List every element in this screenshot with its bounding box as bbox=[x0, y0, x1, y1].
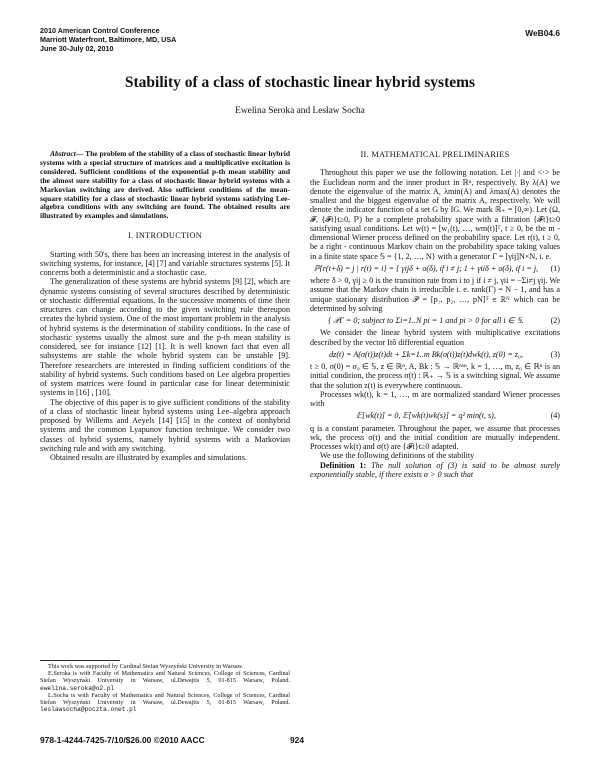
intro-paragraph: Obtained results are illustrated by examples and simulations. bbox=[50, 453, 247, 462]
equation-2-number: (2) bbox=[550, 316, 560, 325]
markov-paragraph: where δ > 0, γij ≥ 0 is the transition rate from i to j if i ≠ j, γii = −Σi≠j γij. We assume that the Markov chain is irreducible i. e. rank(Γ) = N − 1, and has a unique stationary distribution 𝒫 = [p₁, p₂, …, pN]ᵀ ∈ ℝᴺ which can be determined by solving bbox=[310, 276, 560, 313]
intro-paragraph: Starting with 50's, there has been an increasing interest in the analysis of switching systems, for instance, [4] [7] and variable structures systems [5]. It concerns both a deterministic and a stochastic case. bbox=[40, 249, 290, 277]
system-paragraph: We consider the linear hybrid system with multiplicative excitations described by the vector Itô differential equation bbox=[310, 328, 560, 347]
conference-name: 2010 American Control Conference bbox=[40, 26, 160, 35]
socha-email: leslawsocha@poczta.onet.pl bbox=[40, 706, 137, 714]
isbn-footer: 978-1-4244-7425-7/10/$26.00 ©2010 AACC bbox=[40, 735, 205, 745]
assumption-paragraph: t ≥ 0, σ(0) = σ₀ ∈ 𝕊, z ∈ ℝⁿ, A, Bk : 𝕊 → ℝⁿˣⁿ, k = 1, …, m, z₀ ∈ ℝⁿ is an initial condition, the process σ(t) : ℝ₊ → 𝕊 is a switching signal. We assume that the solution z(t) is everywhere continuous. bbox=[310, 362, 560, 390]
footnote-rule bbox=[40, 660, 120, 661]
session-code: WeB04.6 bbox=[525, 28, 560, 38]
independence-paragraph: q is a constant parameter. Throughout the paper, we assume that processes wk, the process σ(t) and the initial condition are mutually independent. Processes wk(t) and σ(t) are {𝓕t}t≥0 adapted. bbox=[310, 423, 560, 451]
intro-paragraph: The objective of this paper is to give sufficient conditions of the stability of a class of stochastic linear hybrid systems using Lee–algebra approach proposed by Willems and Aeyels [14] [15] in the context of nonhybrid systems and the common Lyapunov function technique. We consider two classes of hybrid systems, namely hybrid systems with a Markovian switching rule and with any switching. bbox=[40, 397, 290, 453]
section-heading-preliminaries: II. MATHEMATICAL PRELIMINARIES bbox=[360, 150, 510, 159]
footnote-socha-affiliation: L.Socha is with Faculty of Mathematics and Natural Sciences, College of Sciences, Cardinal Stefan Wyszyński University in Warsaw, ul.Dewajtis 5, 01-815 Warsaw, Poland. bbox=[40, 691, 290, 707]
section-heading-introduction: I. INTRODUCTION bbox=[127, 231, 203, 241]
equation-2-body: { 𝒫Γ = 0; subject to Σi=1..N pi = 1 and pi > 0 for all i ∈ 𝕊. bbox=[328, 316, 524, 325]
footnote-seroka bbox=[40, 670, 290, 692]
equation-3-number: (3) bbox=[550, 349, 560, 359]
equation-1-body: ℙ{r(t+δ) = j | r(t) = i} = { γijδ + o(δ), if i ≠ j; 1 + γiiδ + o(δ), if i = j, bbox=[313, 263, 539, 273]
equation-1-number: (1) bbox=[550, 263, 560, 273]
paper-title: Stability of a class of stochastic linear hybrid systems bbox=[124, 74, 476, 91]
footnote-support: This work was supported by Cardinal Stefan Wyszyński University in Warsaw. bbox=[48, 663, 244, 670]
conference-header bbox=[40, 26, 176, 54]
abstract-label: Abstract bbox=[50, 149, 76, 158]
footnotes bbox=[40, 663, 290, 713]
conference-venue: Marriott Waterfront, Baltimore, MD, USA bbox=[40, 35, 177, 45]
paper-authors: Ewelina Seroka and Lesław Socha bbox=[235, 106, 365, 116]
right-column bbox=[310, 150, 560, 479]
page-number: 924 bbox=[290, 735, 304, 745]
left-column bbox=[40, 150, 290, 462]
definition-1 bbox=[310, 461, 560, 480]
footnote-socha bbox=[40, 692, 290, 714]
intro-paragraph: The generalization of these systems are hybrid systems [9] [2], which are dynamic systems consisting of several structures described by deterministic or stochastic differential equations. In the successive moments of time their structures can change according to the given switching rule thereupon creates the hybrid system. One of the most important problem in the analysis of hybrid systems is the determination of stability conditions. In the case of stochastic systems usually the almost sure and the p-th mean stability is considered, see for instance [12] [1]. It is well known fact that even all subsystems are stable the whole hybrid system can be unstable [9]. Therefore researchers are interested in finding sufficient conditions of the stability of hybrid systems. Such conditions based on Lee algebra properties of system matrices were found in particular case for linear deterministic systems in [16] , [10]. bbox=[40, 277, 290, 398]
definition-1-text: The null solution of (3) is said to be almost surely exponentially stable, if there exists α > 0 such that bbox=[310, 460, 560, 479]
seroka-email: ewelina.seroka@o2.pl bbox=[40, 684, 115, 692]
definitions-intro: We use the following definitions of the stability bbox=[320, 451, 475, 461]
definition-1-label: Definition 1: bbox=[320, 460, 367, 470]
conference-dates: June 30-July 02, 2010 bbox=[40, 44, 114, 54]
equation-1 bbox=[310, 264, 560, 273]
notation-paragraph: Throughout this paper we use the following notation. Let |·| and <·> be the Euclidean norm and the inner product in ℝⁿ, respectively. By λ(A) we denote the eigenvalue of the matrix A, λmin(A) and λmax(A) denotes the smallest and the biggest eigenvalue of the matrix A, respectively. We will denote the indicator function of a set G by IG. We mark ℝ₊ = [0,∞). Let (Ω, 𝓕, {𝓕t}t≥0, ℙ) be a complete probability space with a filtration {𝓕t}t≥0 satisfying usual conditions. Let w(t) = [w₁(t), …, wm(t)]ᵀ, t ≥ 0, be the m - dimensional Wiener process defined on the probability space. Let r(t), t ≥ 0, be a right - continuous Markov chain on the probability space taking values in a finite state space 𝕊 = {1, 2, …, N} with a generator Γ = [γij]N×N, i. e. bbox=[310, 168, 560, 261]
equation-2 bbox=[310, 316, 560, 325]
equation-3 bbox=[310, 350, 560, 359]
equation-4-number: (4) bbox=[550, 411, 560, 421]
abstract bbox=[40, 150, 290, 221]
wiener-paragraph: Processes wk(t), k = 1, …, m are normalized standard Wiener processes with bbox=[310, 389, 560, 408]
footnote-seroka-affiliation: E.Seroka is with Faculty of Mathematics and Natural Sciences, College of Sciences, Cardinal Stefan Wyszyński University in Warsaw, ul.Dewajtis 5, 01-815 Warsaw, Poland. bbox=[40, 670, 290, 685]
equation-3-body: dz(t) = A(σ(t))z(t)dt + Σk=1..m Bk(σ(t))z(t)dwk(t), z(0) = z₀, bbox=[329, 349, 523, 359]
abstract-text: — The problem of the stability of a class of stochastic linear hybrid systems with a special structure of matrices and a multiplicative excitation is considered. Sufficient conditions of the exponential p-th mean stability and the almost sure stability for a class of stochastic linear hybrid systems with a Markovian switching are derived. Also sufficient conditions of the mean-square stability for a class of stochastic linear hybrid systems satisfying Lee- algebra conditions with any switching are found. The obtained results are illustrated by examples and simulations. bbox=[40, 149, 291, 221]
equation-4 bbox=[310, 411, 560, 420]
equation-4-body: 𝔼[wk(t)] = 0, 𝔼[wk(t)wk(s)] = q² min(t, s), bbox=[356, 411, 496, 421]
